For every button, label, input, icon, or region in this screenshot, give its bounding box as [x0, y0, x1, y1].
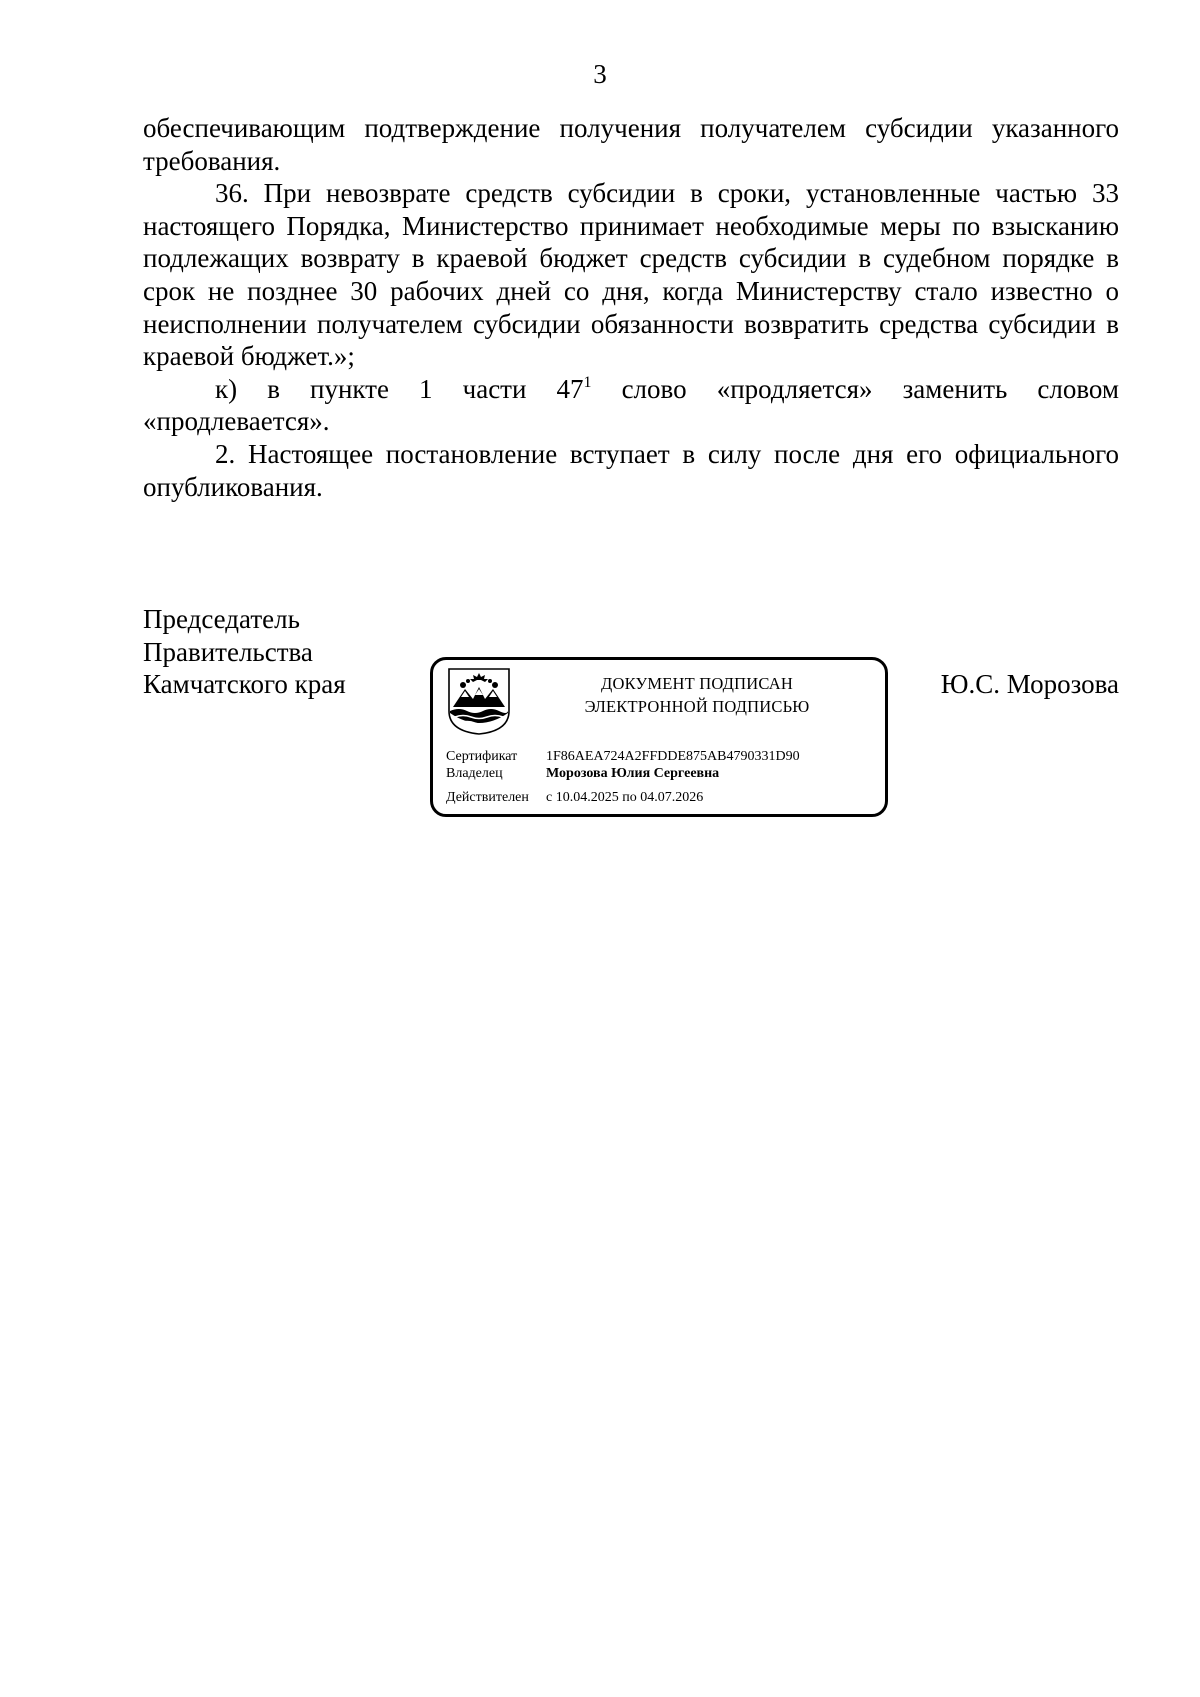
signatory-name: Ю.С. Морозова	[940, 669, 1119, 699]
signatory-title-line: Председатель	[143, 604, 300, 634]
paragraph-36: 36. При невозврате средств субсидии в сроки, установленные частью 33 настоящего Порядка, Министерство принимает необходимые меры по взысканию подлежащих возврату в краевой бюджет средств субсидии в судебном порядке в срок не позднее 30 рабочих дней со дня, когда Министерству стало известно о неисполнении получателем субсидии обязанности возвратить средства субсидии в краевой бюджет.»;	[143, 178, 1119, 372]
paragraph-amendment-k	[143, 373, 1119, 438]
amend-word: к)	[215, 373, 238, 404]
signatory-title-line: Камчатского края	[143, 669, 346, 699]
kamchatka-coat-of-arms-icon	[447, 667, 511, 735]
stamp-validity-label: Действителен	[446, 790, 529, 805]
amend-word: пункте	[310, 373, 389, 404]
stamp-owner-row	[446, 765, 719, 783]
stamp-title-line: ЭЛЕКТРОННОЙ ПОДПИСЬЮ	[584, 697, 810, 716]
electronic-signature-stamp	[430, 657, 888, 817]
part-number-base: 47	[556, 373, 584, 404]
part-number-superscript: 1	[583, 373, 592, 391]
amend-word: 1	[419, 373, 433, 404]
amend-word: в	[267, 373, 280, 404]
amend-word: слово	[621, 373, 687, 404]
stamp-title-line: ДОКУМЕНТ ПОДПИСАН	[601, 674, 793, 693]
stamp-owner-value: Морозова Юлия Сергеевна	[546, 766, 720, 781]
paragraph-continuation: обеспечивающим подтверждение получения получателем субсидии указанного требования.	[143, 113, 1119, 176]
stamp-validity-row	[446, 789, 703, 807]
signatory-title	[143, 603, 346, 701]
document-body	[143, 112, 1119, 503]
stamp-validity-value: с 10.04.2025 по 04.07.2026	[546, 790, 704, 805]
signatory-title-line: Правительства	[143, 636, 313, 667]
stamp-certificate-row	[446, 748, 800, 766]
stamp-certificate-label: Сертификат	[446, 749, 518, 764]
amend-part-number	[557, 373, 592, 406]
amend-word: заменить	[902, 373, 1008, 404]
amend-word: части	[462, 373, 527, 404]
stamp-certificate-value: 1F86AEA724A2FFDDE875AB4790331D90	[546, 749, 800, 764]
amend-word: «продляется»	[716, 373, 873, 404]
page-number: 3	[593, 59, 607, 89]
amend-word: словом	[1037, 373, 1119, 404]
amendment-line-2: «продлевается».	[143, 406, 330, 437]
amendment-line-1	[143, 373, 1119, 406]
paragraph-2-effective-date: 2. Настоящее постановление вступает в силу после дня его официального опубликования.	[143, 438, 1119, 502]
stamp-title	[523, 672, 871, 718]
stamp-owner-label: Владелец	[446, 766, 503, 781]
